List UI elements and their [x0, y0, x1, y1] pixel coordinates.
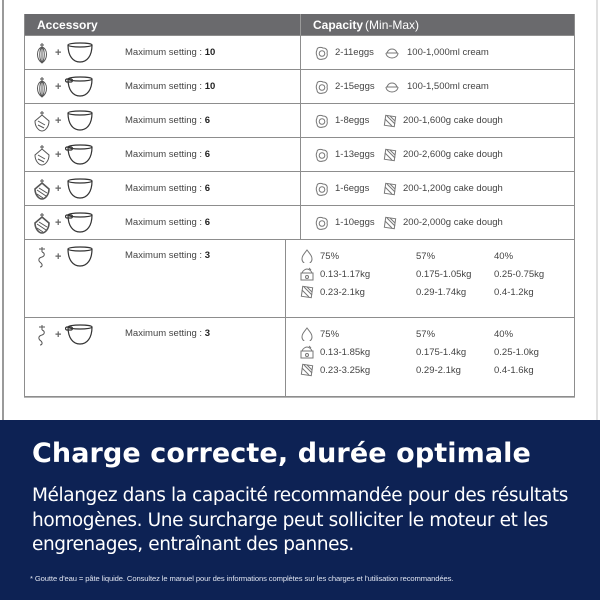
- cake-dough-icon: [383, 216, 397, 230]
- cream-range: 100-1,500ml cream: [407, 81, 489, 92]
- eggs-range: 2-11eggs: [335, 47, 374, 58]
- accessory-cell: [25, 172, 301, 205]
- table-row: [25, 317, 574, 396]
- plus-sign: +: [55, 329, 62, 341]
- water-drop-icon: [300, 249, 314, 263]
- dough-range: 0.23-2.1kg: [320, 286, 365, 298]
- max-setting: Maximum setting : 6: [125, 115, 211, 126]
- capacity-table: [24, 14, 575, 397]
- whisk-icon: [33, 76, 51, 98]
- hydration-grid: [300, 240, 574, 299]
- dough-hook-icon: [33, 246, 51, 268]
- info-band: [0, 420, 600, 600]
- table-row: [25, 239, 574, 317]
- dough-range: 0.29-1.74kg: [416, 286, 467, 298]
- bowl-icon: [65, 110, 93, 132]
- eggs-range: 1-8eggs: [335, 115, 370, 126]
- bowl-with-handle-icon: [65, 144, 93, 166]
- header-capacity-sub: (Min-Max): [365, 17, 420, 32]
- bread-range: 0.25-0.75kg: [494, 268, 545, 280]
- cake-dough-icon: [383, 148, 397, 162]
- table-row: [25, 137, 574, 171]
- eggs-range: 1-6eggs: [335, 183, 370, 194]
- accessory-cell: [25, 36, 301, 69]
- whisk-icon: [33, 42, 51, 64]
- capacity-cell: [301, 138, 574, 171]
- cream-icon: [383, 80, 401, 94]
- max-setting: Maximum setting : 3: [125, 250, 211, 261]
- capacity-cell: [301, 172, 574, 205]
- table-row: [25, 171, 574, 205]
- flat-beater-icon: [33, 110, 51, 132]
- bowl-with-handle-icon: [65, 324, 93, 346]
- flex-beater-icon: [33, 178, 51, 200]
- accessory-cell: [25, 138, 301, 171]
- bread-range: 0.25-1.0kg: [494, 346, 539, 358]
- hydration-grid: [300, 318, 574, 377]
- bread-dough-icon: [300, 267, 314, 281]
- max-setting: Maximum setting : 6: [125, 217, 211, 228]
- band-title: Charge correcte, durée optimale: [32, 438, 531, 469]
- plus-sign: +: [55, 46, 62, 59]
- max-setting: Maximum setting : 6: [125, 183, 211, 194]
- capacity-cell: [301, 104, 574, 137]
- plus-sign: +: [55, 182, 62, 195]
- footnote: * Goutte d'eau = pâte liquide. Consultez le manuel pour des informations complètes sur les charges et l'utilisation recommandées.: [30, 574, 454, 583]
- band-body: Mélangez dans la capacité recommandée pour des résultats homogènes. Une surcharge peut solliciter le moteur et les engrenages, entraînant des pannes.: [32, 485, 569, 555]
- eggs-range: 1-13eggs: [335, 149, 375, 160]
- accessory-cell: [25, 104, 301, 137]
- max-setting: Maximum setting : 6: [125, 149, 211, 160]
- egg-icon: [315, 46, 329, 60]
- bowl-icon: [65, 246, 93, 268]
- hydration-value: 40%: [494, 328, 514, 340]
- capacity-cell: [301, 70, 574, 103]
- bowl-with-handle-icon: [65, 76, 93, 98]
- plus-sign: +: [55, 114, 62, 127]
- header-accessory: Accessory: [25, 14, 301, 35]
- cream-icon: [383, 46, 401, 60]
- accessory-cell: [25, 240, 286, 317]
- egg-icon: [315, 148, 329, 162]
- bread-range: 0.13-1.17kg: [320, 268, 371, 280]
- table-row: [25, 205, 574, 239]
- dough-range: 200-1,200g cake dough: [403, 183, 503, 194]
- plus-sign: +: [55, 216, 62, 229]
- hydration-value: 57%: [416, 328, 436, 340]
- cake-dough-icon: [300, 363, 314, 377]
- table-row: [25, 103, 574, 137]
- flat-beater-icon: [33, 144, 51, 166]
- capacity-cell: [301, 206, 574, 239]
- flex-beater-icon: [33, 212, 51, 234]
- eggs-range: 2-15eggs: [335, 81, 375, 92]
- egg-icon: [315, 80, 329, 94]
- accessory-cell: [25, 206, 301, 239]
- hydration-value: 75%: [320, 250, 340, 262]
- eggs-range: 1-10eggs: [335, 217, 375, 228]
- cake-dough-icon: [383, 182, 397, 196]
- capacity-cell: [286, 240, 574, 317]
- dough-hook-icon: [33, 324, 51, 346]
- bowl-with-handle-icon: [65, 212, 93, 234]
- table-header: [25, 14, 574, 35]
- dough-range: 200-2,600g cake dough: [403, 149, 503, 160]
- capacity-cell: [301, 36, 574, 69]
- egg-icon: [315, 216, 329, 230]
- header-capacity: [301, 14, 574, 35]
- water-drop-icon: [300, 327, 314, 341]
- table-row: [25, 35, 574, 69]
- dough-range: 0.23-3.25kg: [320, 364, 371, 376]
- egg-icon: [315, 182, 329, 196]
- accessory-cell: [25, 318, 286, 396]
- hydration-value: 75%: [320, 328, 340, 340]
- egg-icon: [315, 114, 329, 128]
- header-capacity-label: Capacity: [313, 17, 364, 32]
- hydration-value: 57%: [416, 250, 436, 262]
- dough-range: 0.4-1.6kg: [494, 364, 534, 376]
- cake-dough-icon: [300, 285, 314, 299]
- hydration-value: 40%: [494, 250, 514, 262]
- cake-dough-icon: [383, 114, 397, 128]
- plus-sign: +: [55, 148, 62, 161]
- bread-dough-icon: [300, 345, 314, 359]
- table-row: [25, 69, 574, 103]
- max-setting: Maximum setting : 10: [125, 81, 216, 92]
- accessory-cell: [25, 70, 301, 103]
- bread-range: 0.175-1.05kg: [416, 268, 472, 280]
- dough-range: 200-1,600g cake dough: [403, 115, 503, 126]
- max-setting: Maximum setting : 10: [125, 47, 216, 58]
- dough-range: 200-2,000g cake dough: [403, 217, 503, 228]
- bowl-icon: [65, 178, 93, 200]
- bread-range: 0.13-1.85kg: [320, 346, 371, 358]
- capacity-cell: [286, 318, 574, 396]
- max-setting: Maximum setting : 3: [125, 328, 211, 339]
- dough-range: 0.29-2.1kg: [416, 364, 461, 376]
- cream-range: 100-1,000ml cream: [407, 47, 489, 58]
- bowl-icon: [65, 42, 93, 64]
- bread-range: 0.175-1.4kg: [416, 346, 467, 358]
- plus-sign: +: [55, 80, 62, 93]
- plus-sign: +: [55, 251, 62, 263]
- dough-range: 0.4-1.2kg: [494, 286, 534, 298]
